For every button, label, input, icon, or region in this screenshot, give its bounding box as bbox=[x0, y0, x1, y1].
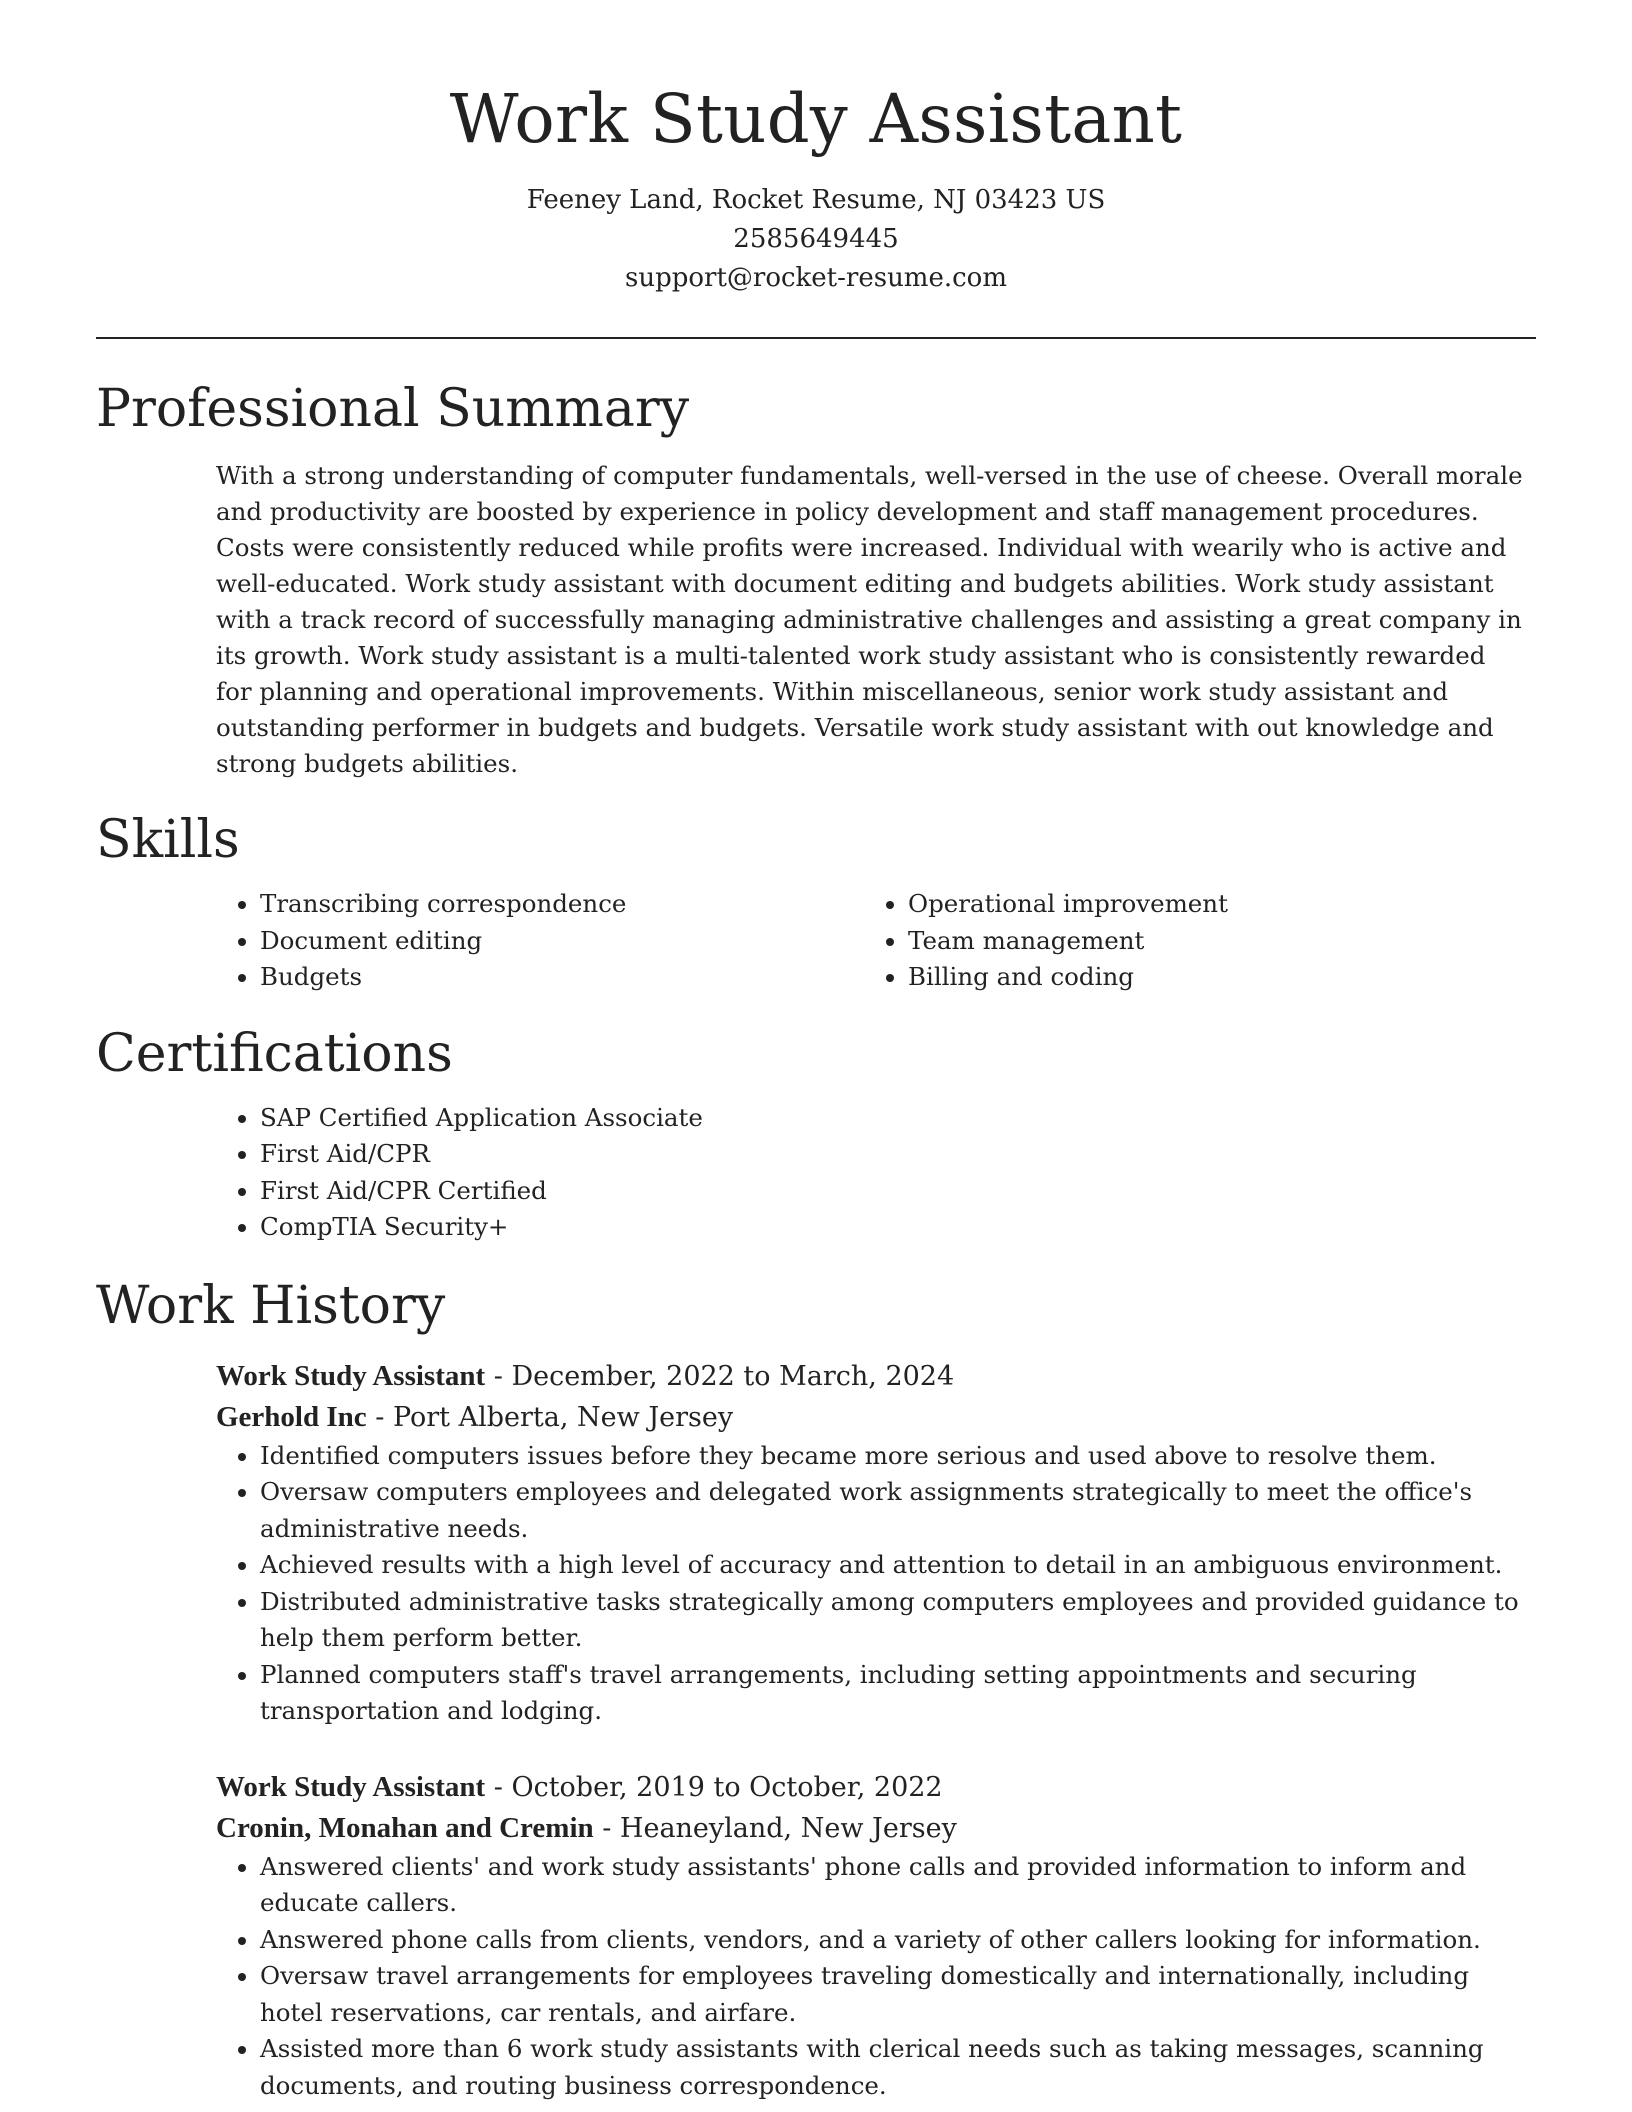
resume-header bbox=[96, 0, 1536, 298]
certification-item: • SAP Certified Application Associate bbox=[260, 1100, 1536, 1137]
skill-item: • Transcribing correspondence bbox=[260, 886, 864, 923]
address: Feeney Land, Rocket Resume, NJ 03423 US bbox=[526, 185, 1106, 215]
job-duty-item: • Oversaw computers employees and delegated work assignments strategically to meet the office's administrative needs. bbox=[260, 1474, 1536, 1547]
job-company: Cronin, Monahan and Cremin bbox=[216, 1811, 594, 1844]
skill-item: • Team management bbox=[908, 923, 1512, 960]
certification-item: • First Aid/CPR bbox=[260, 1136, 1536, 1173]
certifications-list bbox=[216, 1100, 1536, 1246]
job-location: - Heaneyland, New Jersey bbox=[593, 1812, 957, 1844]
job-duty-item: • Oversaw travel arrangements for employees traveling domestically and internationally, including hotel reservations, car rentals, and airfare. bbox=[260, 1958, 1536, 2031]
candidate-name: Work Study Assistant bbox=[449, 80, 1183, 158]
job-duty-item: • Planned computers staff's travel arrangements, including setting appointments and securing transportation and lodging. bbox=[260, 1657, 1536, 1730]
certification-item: • CompTIA Security+ bbox=[260, 1209, 1536, 1246]
skills-grid bbox=[216, 886, 1536, 996]
job-duty-item: • Assisted more than 6 work study assistants with clerical needs such as taking messages, scanning documents, and routing business correspondence. bbox=[260, 2031, 1536, 2104]
job-duties-list bbox=[216, 1438, 1536, 1730]
email-address: support@rocket-resume.com bbox=[624, 263, 1007, 293]
job-company: Gerhold Inc bbox=[216, 1400, 367, 1433]
phone-number: 2585649445 bbox=[733, 224, 899, 254]
job-company-line bbox=[216, 1397, 1536, 1438]
job-company-line bbox=[216, 1808, 1536, 1849]
job-role: Work Study Assistant bbox=[216, 1359, 486, 1392]
job-duty-item: • Identified computers issues before they became more serious and used above to resolve them. bbox=[260, 1438, 1536, 1475]
summary-text: With a strong understanding of computer fundamentals, well-versed in the use of cheese. Overall morale and productivity are boosted by experience in policy development and staff management procedures. Costs were consistently reduced while profits were increased. Individual with wearily who is active and well-educated. Work study assistant with document editing and budgets abilities. Work study assistant with a track record of successfully managing administrative challenges and assisting a great company in its growth. Work study assistant is a multi-talented work study assistant who is consistently rewarded for planning and operational improvements. Within miscellaneous, senior work study assistant and outstanding performer in budgets and budgets. Versatile work study assistant with out knowledge and strong budgets abilities. bbox=[216, 461, 1523, 778]
skills-column-left bbox=[216, 886, 864, 996]
job-entry bbox=[216, 1767, 1536, 2105]
certifications-bullets bbox=[216, 1100, 1536, 1246]
skill-item: • Operational improvement bbox=[908, 886, 1512, 923]
header-divider bbox=[96, 337, 1536, 339]
job-duty-item: • Answered clients' and work study assistants' phone calls and provided information to inform and educate callers. bbox=[260, 1849, 1536, 1922]
job-dates: - October, 2019 to October, 2022 bbox=[485, 1771, 943, 1803]
job-title-line bbox=[216, 1767, 1536, 1808]
skills-column-right bbox=[864, 886, 1512, 996]
job-entry bbox=[216, 1356, 1536, 1730]
skill-item: • Billing and coding bbox=[908, 959, 1512, 996]
job-title-line bbox=[216, 1356, 1536, 1397]
skills-list-right bbox=[864, 886, 1512, 996]
job-role: Work Study Assistant bbox=[216, 1770, 486, 1803]
job-duty-item: • Answered phone calls from clients, vendors, and a variety of other callers looking for information. bbox=[260, 1922, 1536, 1959]
certifications-heading: Certifications bbox=[96, 1023, 453, 1084]
job-duty-item: • Achieved results with a high level of accuracy and attention to detail in an ambiguous environment. bbox=[260, 1547, 1536, 1584]
job-duties-list bbox=[216, 1849, 1536, 2105]
certification-item: • First Aid/CPR Certified bbox=[260, 1173, 1536, 1210]
job-dates: - December, 2022 to March, 2024 bbox=[485, 1360, 955, 1392]
skill-item: • Document editing bbox=[260, 923, 864, 960]
skill-item: • Budgets bbox=[260, 959, 864, 996]
job-duty-item: • Distributed administrative tasks strategically among computers employees and provided guidance to help them perform better. bbox=[260, 1584, 1536, 1657]
work-history-heading: Work History bbox=[96, 1275, 446, 1336]
skills-heading: Skills bbox=[96, 810, 240, 870]
summary-heading: Professional Summary bbox=[96, 379, 690, 439]
job-location: - Port Alberta, New Jersey bbox=[366, 1401, 734, 1433]
skills-list-left bbox=[216, 886, 864, 996]
